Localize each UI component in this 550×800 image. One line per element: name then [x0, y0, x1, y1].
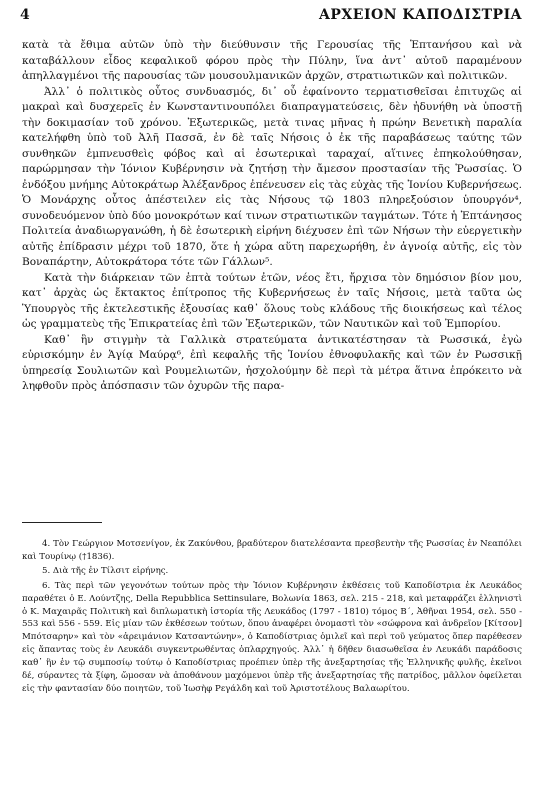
paragraph: Καθ᾿ ἣν στιγμὴν τὰ Γαλλικὰ στρατεύματα ἀντικατέστησαν τὰ Ρωσσικά, ἐγὼ εὑρισκόμην ἐν Ἁγίᾳ Μαύρᾳ⁶, ἐπὶ κεφαλῆς τῆς Ἰονίου ἐθνοφυλακῆς καὶ τῶν ἐν Ρωσσικῇ ὑπηρεσίᾳ Σουλιωτῶν καὶ Ρουμελιωτῶν, ἠσχολούμην δὲ περὶ τὰ μέτρα ἅτινα ἐπρόκειτο νὰ ληφθοῦν πρὸς ἀπόσπασιν τῶν ὀχυρῶν τῆς παρα- [22, 333, 522, 392]
page-number: 4 [20, 7, 30, 23]
page-header [20, 7, 522, 23]
paragraph: Ἀλλ᾿ ὁ πολιτικὸς οὗτος συνδυασμός, δι᾿ οὗ ἐφαίνοντο τερματισθεῖσαι ἐπιτυχῶς αἱ μακραὶ καὶ δυσχερεῖς ἐν Κωνσταντινουπόλει διαπραγματεύσεις, δὲν ἠδυνήθη νὰ ὑποστῇ τὴν δοκιμασίαν τοῦ χρόνου. Ἐξωτερικῶς, μετὰ τινας μῆνας ἡ πρώην Βενετικὴ παραλία κατελήφθη ὑπὸ τοῦ Ἀλῆ Πασσᾶ, ἐν δὲ ταῖς Νήσοις ὁ ἐκ τῆς παραβάσεως ταύτης τῶν συνθηκῶν ἐμπνευσθεὶς φόβος καὶ αἱ ἐσωτερικαὶ ταραχαί, αἵτινες ἐπηκολούθησαν, παρώρμησαν τὴν Ἰόνιον Κυβέρνησιν νὰ ζητήσῃ τὴν ἄμεσον προστασίαν τῆς Ῥωσσίας. Ὁ ἐνδόξου μνήμης Αὐτοκράτωρ Ἀλέξανδρος ἐπένευσεν εἰς τὰς εὐχὰς τῆς Ἰονίου Κυβερνήσεως. Ὁ Μονάρχης οὗτος ἀπέστειλεν εἰς τὰς Νήσους τῷ 1803 πληρεξούσιον ὑπουργόν⁴, συνοδευόμενον ὑπὸ δύο μονοκρότων καί τινων στρατιωτικῶν ταγμάτων. Τότε ἡ Ἑπτάνησος Πολιτεία ἀναδιωργανώθη, ἡ δὲ ἐσωτερικὴ εἰρήνη διέχυσεν ἐπὶ τῶν Νήσων τὴν εὐεργετικὴν αὐτῆς ἐπίδρασιν μέχρι τοῦ 1870, ὅτε ἡ χώρα αὕτη παρεχωρήθη, ἐν ἀγνοίᾳ αὐτῆς, εἰς τὸν Βοναπάρτην, Αὐτοκράτορα τότε τῶν Γάλλων⁵. [22, 85, 522, 268]
footnote: 5. Διὰ τῆς ἐν Τίλσιτ εἰρήνης. [42, 566, 169, 577]
main-text [22, 38, 522, 395]
footnote-divider [22, 522, 102, 523]
footnote: 4. Τὸν Γεώργιον Μοτσενίγον, ἐκ Ζακύνθου, βραδύτερον διατελέσαντα πρεσβευτὴν τῆς Ρωσσίας ἐν Νεαπόλει καὶ Τουρίνῳ (†1836). [22, 539, 522, 562]
footnote: 6. Τὰς περὶ τῶν γεγονότων τούτων πρὸς τὴν Ἰόνιον Κυβέρνησιν ἐκθέσεις τοῦ Καποδίστρια ἐκ Λευκάδος παραθέτει ὁ Ε. Λούντζης, Della Repubblica Settinsulare, Βολωνία 1863, σελ. 215 - 218, καὶ μεταφράζει ἑλληνιστὶ ὁ Κ. Μαχαιρᾶς Πολιτικὴ καὶ διπλωματικὴ ἱστορία τῆς Λευκάδος (1797 - 1810) τόμος Β΄, Ἀθῆναι 1954, σελ. 550 - 553 καὶ 556 - 559. Εἰς μίαν τῶν ἐκθέσεων τούτων, ὅπου ἀναφέρει ὀνομαστὶ τὸν «σώφρονα καὶ ἀνδρεῖον [Κίτσον] Μπότσαρην» καὶ τὸν «ἀρειμάνιον Κατσαντώνην», ὁ Καποδίστριας ὁμιλεῖ καὶ περὶ τοῦ γεύματος ὅπερ παρέθεσεν εἰς ἅπαντας τοὺς ἐν Λευκάδι συγκεντρωθέντας ὁπλαρχηγούς. Ἀλλ᾿ ἡ δῆθεν διασωθεῖσα ἐν Λευκάδι παράδοσις καθ᾿ ἣν ἐν τῷ συμποσίῳ τούτῳ ὁ Καποδίστριας προέπιεν ὑπὲρ τῆς ἀνεξαρτησίας τῆς Ἑλληνικῆς φυλῆς, ἐκεῖνοι δέ, σύραντες τὰ ξίφη, ὤμοσαν νὰ ἀποθάνουν μαχόμενοι ὑπὲρ τῆς ἀνεξαρτησίας τῆς πατρίδος, μᾶλλον ὀφείλεται εἰς τὴν φαντασίαν δύο ποιητῶν, τοῦ Ἰωσὴφ Ρεγάλδη καὶ τοῦ Ἀριστοτέλους Βαλαωρίτου. [22, 580, 522, 694]
paragraph: Κατὰ τὴν διάρκειαν τῶν ἑπτὰ τούτων ἐτῶν, νέος ἔτι, ἤρχισα τὸν δημόσιον βίον μου, κατ᾿ ἀρχὰς ὡς ἔκτακτος ἐπίτροπος τῆς Κυβερνήσεως ἐν ταῖς Νήσοις, μετὰ ταῦτα ὡς Ὑπουργὸς τῆς ἐκτελεστικῆς ἐξουσίας καθ᾿ ὅλους τοὺς κλάδους τῆς διοικήσεως καὶ τέλος ὡς γραμματεὺς τῆς Ἐπικρατείας ἐπὶ τῶν Ἐξωτερικῶν, τῶν Ναυτικῶν καὶ τοῦ Ἐμπορίου. [22, 271, 522, 330]
running-head: ΑΡΧΕΙΟΝ ΚΑΠΟΔΙΣΤΡΙΑ [319, 7, 522, 23]
footnotes [22, 538, 522, 697]
paragraph: κατὰ τὰ ἔθιμα αὐτῶν ὑπὸ τὴν διεύθυνσιν τῆς Γερουσίας τῆς Ἑπτανήσου καὶ νὰ καταβάλλουν εἶδος κεφαλικοῦ φόρου πρὸς τὴν Πύλην, ἵνα ἀντ᾿ αὐτοῦ παραμένουν ἀπηλλαγμένοι τῆς παρουσίας τῶν μουσουλμανικῶν ἀρχῶν, στρατιωτικῶν καὶ πολιτικῶν. [22, 39, 522, 82]
